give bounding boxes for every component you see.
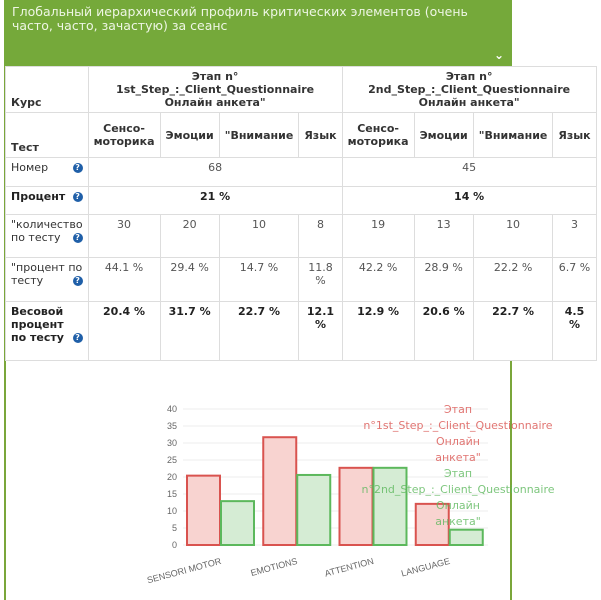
row-label-pct-test: "процент по тесту ? xyxy=(6,258,89,302)
y-tick-label: 20 xyxy=(166,472,177,482)
cell-pct_test: 14.7 % xyxy=(219,258,299,302)
cell-pct_test: 6.7 % xyxy=(553,258,596,302)
bar[interactable] xyxy=(374,468,407,545)
cell-count: 19 xyxy=(342,215,414,258)
cell-count: 20 xyxy=(160,215,219,258)
y-tick-label: 10 xyxy=(166,506,177,516)
help-icon[interactable]: ? xyxy=(73,276,83,286)
y-tick-label: 35 xyxy=(166,421,177,431)
row-label-percent: Процент ? xyxy=(6,187,89,215)
cell-weighted: 20.6 % xyxy=(414,302,473,361)
percent-stage-2: 14 % xyxy=(342,187,596,215)
y-tick-label: 15 xyxy=(166,489,177,499)
y-tick-label: 25 xyxy=(166,455,177,465)
bar-chart xyxy=(0,390,601,600)
test-column-header: "Внимание xyxy=(219,113,299,158)
legend-item[interactable]: Онлайн xyxy=(436,435,480,448)
test-column-header: Сенсо-моторика xyxy=(88,113,160,158)
legend-item[interactable]: Онлайн xyxy=(436,499,480,512)
y-tick-label: 5 xyxy=(171,523,177,533)
y-tick-label: 40 xyxy=(166,404,177,414)
number-stage-2: 45 xyxy=(342,158,596,187)
cell-count: 30 xyxy=(88,215,160,258)
stage-1-header: Этап n° 1st_Step_:_Client_Questionnaire Онлайн анкета" xyxy=(88,67,342,113)
percent-stage-1: 21 % xyxy=(88,187,342,215)
bar[interactable] xyxy=(297,475,330,545)
course-header: Курс xyxy=(6,67,89,113)
bar[interactable] xyxy=(221,501,254,545)
help-icon[interactable]: ? xyxy=(73,233,83,243)
legend-item[interactable]: анкета" xyxy=(435,515,481,528)
cell-pct_test: 29.4 % xyxy=(160,258,219,302)
test-column-header: Язык xyxy=(553,113,596,158)
cell-pct_test: 44.1 % xyxy=(88,258,160,302)
cell-pct_test: 11.8 % xyxy=(299,258,342,302)
cell-count: 10 xyxy=(219,215,299,258)
cell-count: 8 xyxy=(299,215,342,258)
y-tick-label: 0 xyxy=(171,540,177,550)
legend-item[interactable]: n°1st_Step_:_Client_Questionnaire xyxy=(363,419,553,432)
help-icon[interactable]: ? xyxy=(73,163,83,173)
number-stage-1: 68 xyxy=(88,158,342,187)
profile-table xyxy=(5,66,597,361)
x-tick-label: EMOTIONS xyxy=(249,555,299,579)
cell-pct_test: 42.2 % xyxy=(342,258,414,302)
chevron-down-icon[interactable]: ⌄ xyxy=(493,48,504,62)
cell-weighted: 12.1 % xyxy=(299,302,342,361)
cell-weighted: 31.7 % xyxy=(160,302,219,361)
cell-pct_test: 28.9 % xyxy=(414,258,473,302)
x-tick-label: ATTENTION xyxy=(323,555,375,579)
cell-count: 10 xyxy=(473,215,553,258)
bar[interactable] xyxy=(187,476,220,545)
test-column-header: Язык xyxy=(299,113,342,158)
row-label-count: "количество по тесту ? xyxy=(6,215,89,258)
y-tick-label: 30 xyxy=(166,438,177,448)
legend-item[interactable]: анкета" xyxy=(435,451,481,464)
help-icon[interactable]: ? xyxy=(73,192,83,202)
cell-weighted: 20.4 % xyxy=(88,302,160,361)
bar[interactable] xyxy=(340,468,373,545)
cell-weighted: 12.9 % xyxy=(342,302,414,361)
bar[interactable] xyxy=(263,437,296,545)
bar[interactable] xyxy=(450,530,483,545)
test-column-header: "Внимание xyxy=(473,113,553,158)
cell-pct_test: 22.2 % xyxy=(473,258,553,302)
cell-weighted: 4.5 % xyxy=(553,302,596,361)
test-column-header: Эмоции xyxy=(160,113,219,158)
cell-count: 13 xyxy=(414,215,473,258)
legend-item[interactable]: Этап xyxy=(443,467,473,480)
legend-item[interactable]: Этап xyxy=(443,403,473,416)
row-label-number: Номер ? xyxy=(6,158,89,187)
cell-weighted: 22.7 % xyxy=(219,302,299,361)
legend-item[interactable]: n°2nd_Step_:_Client_Questionnaire xyxy=(361,483,555,496)
test-column-header: Эмоции xyxy=(414,113,473,158)
x-tick-label: SENSORI MOTOR xyxy=(145,555,223,586)
cell-weighted: 22.7 % xyxy=(473,302,553,361)
cell-count: 3 xyxy=(553,215,596,258)
x-tick-label: LANGUAGE xyxy=(400,555,452,579)
panel-header[interactable] xyxy=(4,0,512,66)
help-icon[interactable]: ? xyxy=(73,333,83,343)
panel-title: Глобальный иерархический профиль критических элементов (очень часто, часто, зачастую) за сеанс xyxy=(12,4,468,33)
row-label-weighted: Весовой процент по тесту ? xyxy=(6,302,89,361)
test-header: Тест xyxy=(6,113,89,158)
test-column-header: Сенсо-моторика xyxy=(342,113,414,158)
stage-2-header: Этап n° 2nd_Step_:_Client_Questionnaire Онлайн анкета" xyxy=(342,67,596,113)
